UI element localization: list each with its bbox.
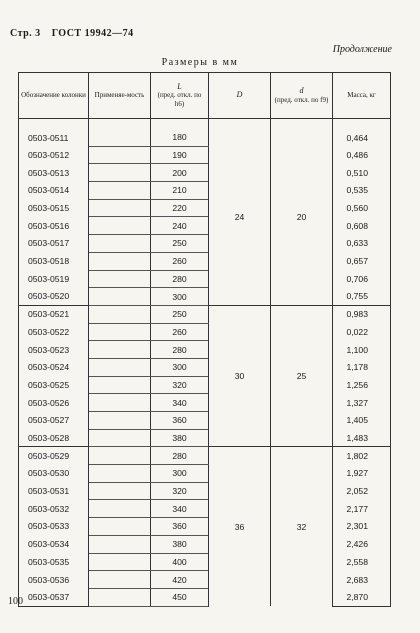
cell-mass: 1,405: [333, 412, 391, 430]
table-row: [19, 588, 391, 606]
cell-L: 240: [151, 217, 209, 235]
table-row: [19, 119, 391, 147]
col-header-L: L (пред. откл. по h6): [151, 73, 209, 119]
page-label: Стр. 3: [10, 28, 41, 39]
cell-application: [89, 447, 151, 465]
cell-application: [89, 305, 151, 323]
table-row: [19, 252, 391, 270]
cell-application: [89, 341, 151, 359]
cell-application: [89, 500, 151, 518]
cell-mass: 0,608: [333, 217, 391, 235]
cell-L: 210: [151, 182, 209, 200]
cell-D: 30: [209, 305, 271, 447]
cell-code: 0503-0522: [19, 323, 89, 341]
col-header-mass: Масса, кг: [333, 73, 391, 119]
col-header-application: Применяе-мость: [89, 73, 151, 119]
cell-L: 300: [151, 358, 209, 376]
cell-mass: 2,870: [333, 588, 391, 606]
cell-code: 0503-0534: [19, 535, 89, 553]
cell-mass: 1,178: [333, 358, 391, 376]
table-row: [19, 323, 391, 341]
cell-code: 0503-0525: [19, 376, 89, 394]
spec-table: [18, 72, 391, 607]
table-row: [19, 288, 391, 306]
cell-L: 320: [151, 482, 209, 500]
cell-d: 32: [271, 447, 333, 606]
cell-L: 220: [151, 199, 209, 217]
cell-code: 0503-0521: [19, 305, 89, 323]
cell-L: 280: [151, 341, 209, 359]
table-row: [19, 199, 391, 217]
cell-code: 0503-0533: [19, 518, 89, 536]
table-row: [19, 535, 391, 553]
cell-application: [89, 119, 151, 147]
cell-code: 0503-0531: [19, 482, 89, 500]
cell-D: 36: [209, 447, 271, 606]
cell-application: [89, 252, 151, 270]
table-body: [19, 119, 391, 607]
cell-application: [89, 288, 151, 306]
page-header: [10, 28, 142, 39]
cell-mass: 1,802: [333, 447, 391, 465]
cell-application: [89, 235, 151, 253]
table-header-row: [19, 73, 391, 119]
cell-code: 0503-0517: [19, 235, 89, 253]
table-row: [19, 341, 391, 359]
cell-code: 0503-0512: [19, 146, 89, 164]
table-row: [19, 146, 391, 164]
units-caption: Размеры в мм: [161, 57, 239, 68]
table-row: [19, 429, 391, 447]
cell-code: 0503-0535: [19, 553, 89, 571]
cell-application: [89, 553, 151, 571]
cell-mass: 0,706: [333, 270, 391, 288]
table-row: [19, 376, 391, 394]
cell-L: 180: [151, 119, 209, 147]
cell-code: 0503-0529: [19, 447, 89, 465]
cell-code: 0503-0520: [19, 288, 89, 306]
cell-mass: 0,022: [333, 323, 391, 341]
cell-L: 380: [151, 535, 209, 553]
table-row: [19, 394, 391, 412]
cell-application: [89, 518, 151, 536]
cell-application: [89, 146, 151, 164]
table-row: [19, 553, 391, 571]
table-row: [19, 518, 391, 536]
cell-mass: 0,464: [333, 119, 391, 147]
cell-application: [89, 217, 151, 235]
cell-mass: 2,683: [333, 571, 391, 589]
table-row: [19, 465, 391, 483]
cell-mass: 0,657: [333, 252, 391, 270]
cell-L: 300: [151, 465, 209, 483]
cell-mass: 0,510: [333, 164, 391, 182]
cell-application: [89, 482, 151, 500]
cell-mass: 0,755: [333, 288, 391, 306]
cell-application: [89, 571, 151, 589]
table-row: [19, 447, 391, 465]
cell-L: 250: [151, 235, 209, 253]
cell-L: 340: [151, 500, 209, 518]
col-header-D: D: [209, 73, 271, 119]
cell-L: 380: [151, 429, 209, 447]
page-number: 100: [8, 596, 23, 607]
cell-application: [89, 164, 151, 182]
cell-mass: 2,052: [333, 482, 391, 500]
cell-L: 200: [151, 164, 209, 182]
cell-code: 0503-0511: [19, 119, 89, 147]
cell-mass: 1,483: [333, 429, 391, 447]
cell-code: 0503-0515: [19, 199, 89, 217]
cell-mass: 0,633: [333, 235, 391, 253]
cell-L: 280: [151, 270, 209, 288]
cell-application: [89, 394, 151, 412]
cell-code: 0503-0523: [19, 341, 89, 359]
cell-code: 0503-0519: [19, 270, 89, 288]
table-row: [19, 235, 391, 253]
cell-mass: 1,256: [333, 376, 391, 394]
cell-application: [89, 465, 151, 483]
cell-application: [89, 376, 151, 394]
cell-L: 340: [151, 394, 209, 412]
cell-D: 24: [209, 119, 271, 306]
continuation-label: Продолжение: [332, 44, 392, 55]
cell-L: 300: [151, 288, 209, 306]
cell-mass: 2,558: [333, 553, 391, 571]
cell-application: [89, 429, 151, 447]
cell-mass: 2,301: [333, 518, 391, 536]
cell-application: [89, 588, 151, 606]
cell-mass: 0,560: [333, 199, 391, 217]
table-row: [19, 164, 391, 182]
cell-code: 0503-0526: [19, 394, 89, 412]
table-row: [19, 482, 391, 500]
cell-mass: 0,983: [333, 305, 391, 323]
cell-code: 0503-0513: [19, 164, 89, 182]
cell-application: [89, 535, 151, 553]
cell-L: 260: [151, 323, 209, 341]
cell-mass: 1,100: [333, 341, 391, 359]
cell-L: 320: [151, 376, 209, 394]
cell-mass: 0,486: [333, 146, 391, 164]
cell-code: 0503-0518: [19, 252, 89, 270]
cell-L: 360: [151, 518, 209, 536]
cell-code: 0503-0524: [19, 358, 89, 376]
cell-application: [89, 270, 151, 288]
cell-application: [89, 412, 151, 430]
cell-L: 400: [151, 553, 209, 571]
table-row: [19, 500, 391, 518]
table-row: [19, 412, 391, 430]
cell-d: 20: [271, 119, 333, 306]
cell-L: 190: [151, 146, 209, 164]
table-row: [19, 182, 391, 200]
table-row: [19, 305, 391, 323]
table-row: [19, 217, 391, 235]
cell-application: [89, 182, 151, 200]
col-header-code: Обозначение колонки: [19, 73, 89, 119]
table-row: [19, 571, 391, 589]
table-row: [19, 270, 391, 288]
cell-L: 420: [151, 571, 209, 589]
cell-L: 260: [151, 252, 209, 270]
cell-code: 0503-0516: [19, 217, 89, 235]
cell-code: 0503-0532: [19, 500, 89, 518]
cell-mass: 1,927: [333, 465, 391, 483]
col-header-d: d (пред. откл. по f9): [271, 73, 333, 119]
standard-number: ГОСТ 19942—74: [51, 28, 134, 39]
cell-L: 250: [151, 305, 209, 323]
cell-d: 25: [271, 305, 333, 447]
cell-code: 0503-0514: [19, 182, 89, 200]
cell-mass: 2,177: [333, 500, 391, 518]
cell-application: [89, 199, 151, 217]
cell-code: 0503-0530: [19, 465, 89, 483]
cell-application: [89, 358, 151, 376]
cell-code: 0503-0537: [19, 588, 89, 606]
cell-code: 0503-0528: [19, 429, 89, 447]
cell-L: 360: [151, 412, 209, 430]
cell-L: 280: [151, 447, 209, 465]
cell-mass: 0,535: [333, 182, 391, 200]
cell-L: 450: [151, 588, 209, 606]
cell-mass: 1,327: [333, 394, 391, 412]
cell-mass: 2,426: [333, 535, 391, 553]
cell-code: 0503-0536: [19, 571, 89, 589]
table-row: [19, 358, 391, 376]
cell-application: [89, 323, 151, 341]
cell-code: 0503-0527: [19, 412, 89, 430]
